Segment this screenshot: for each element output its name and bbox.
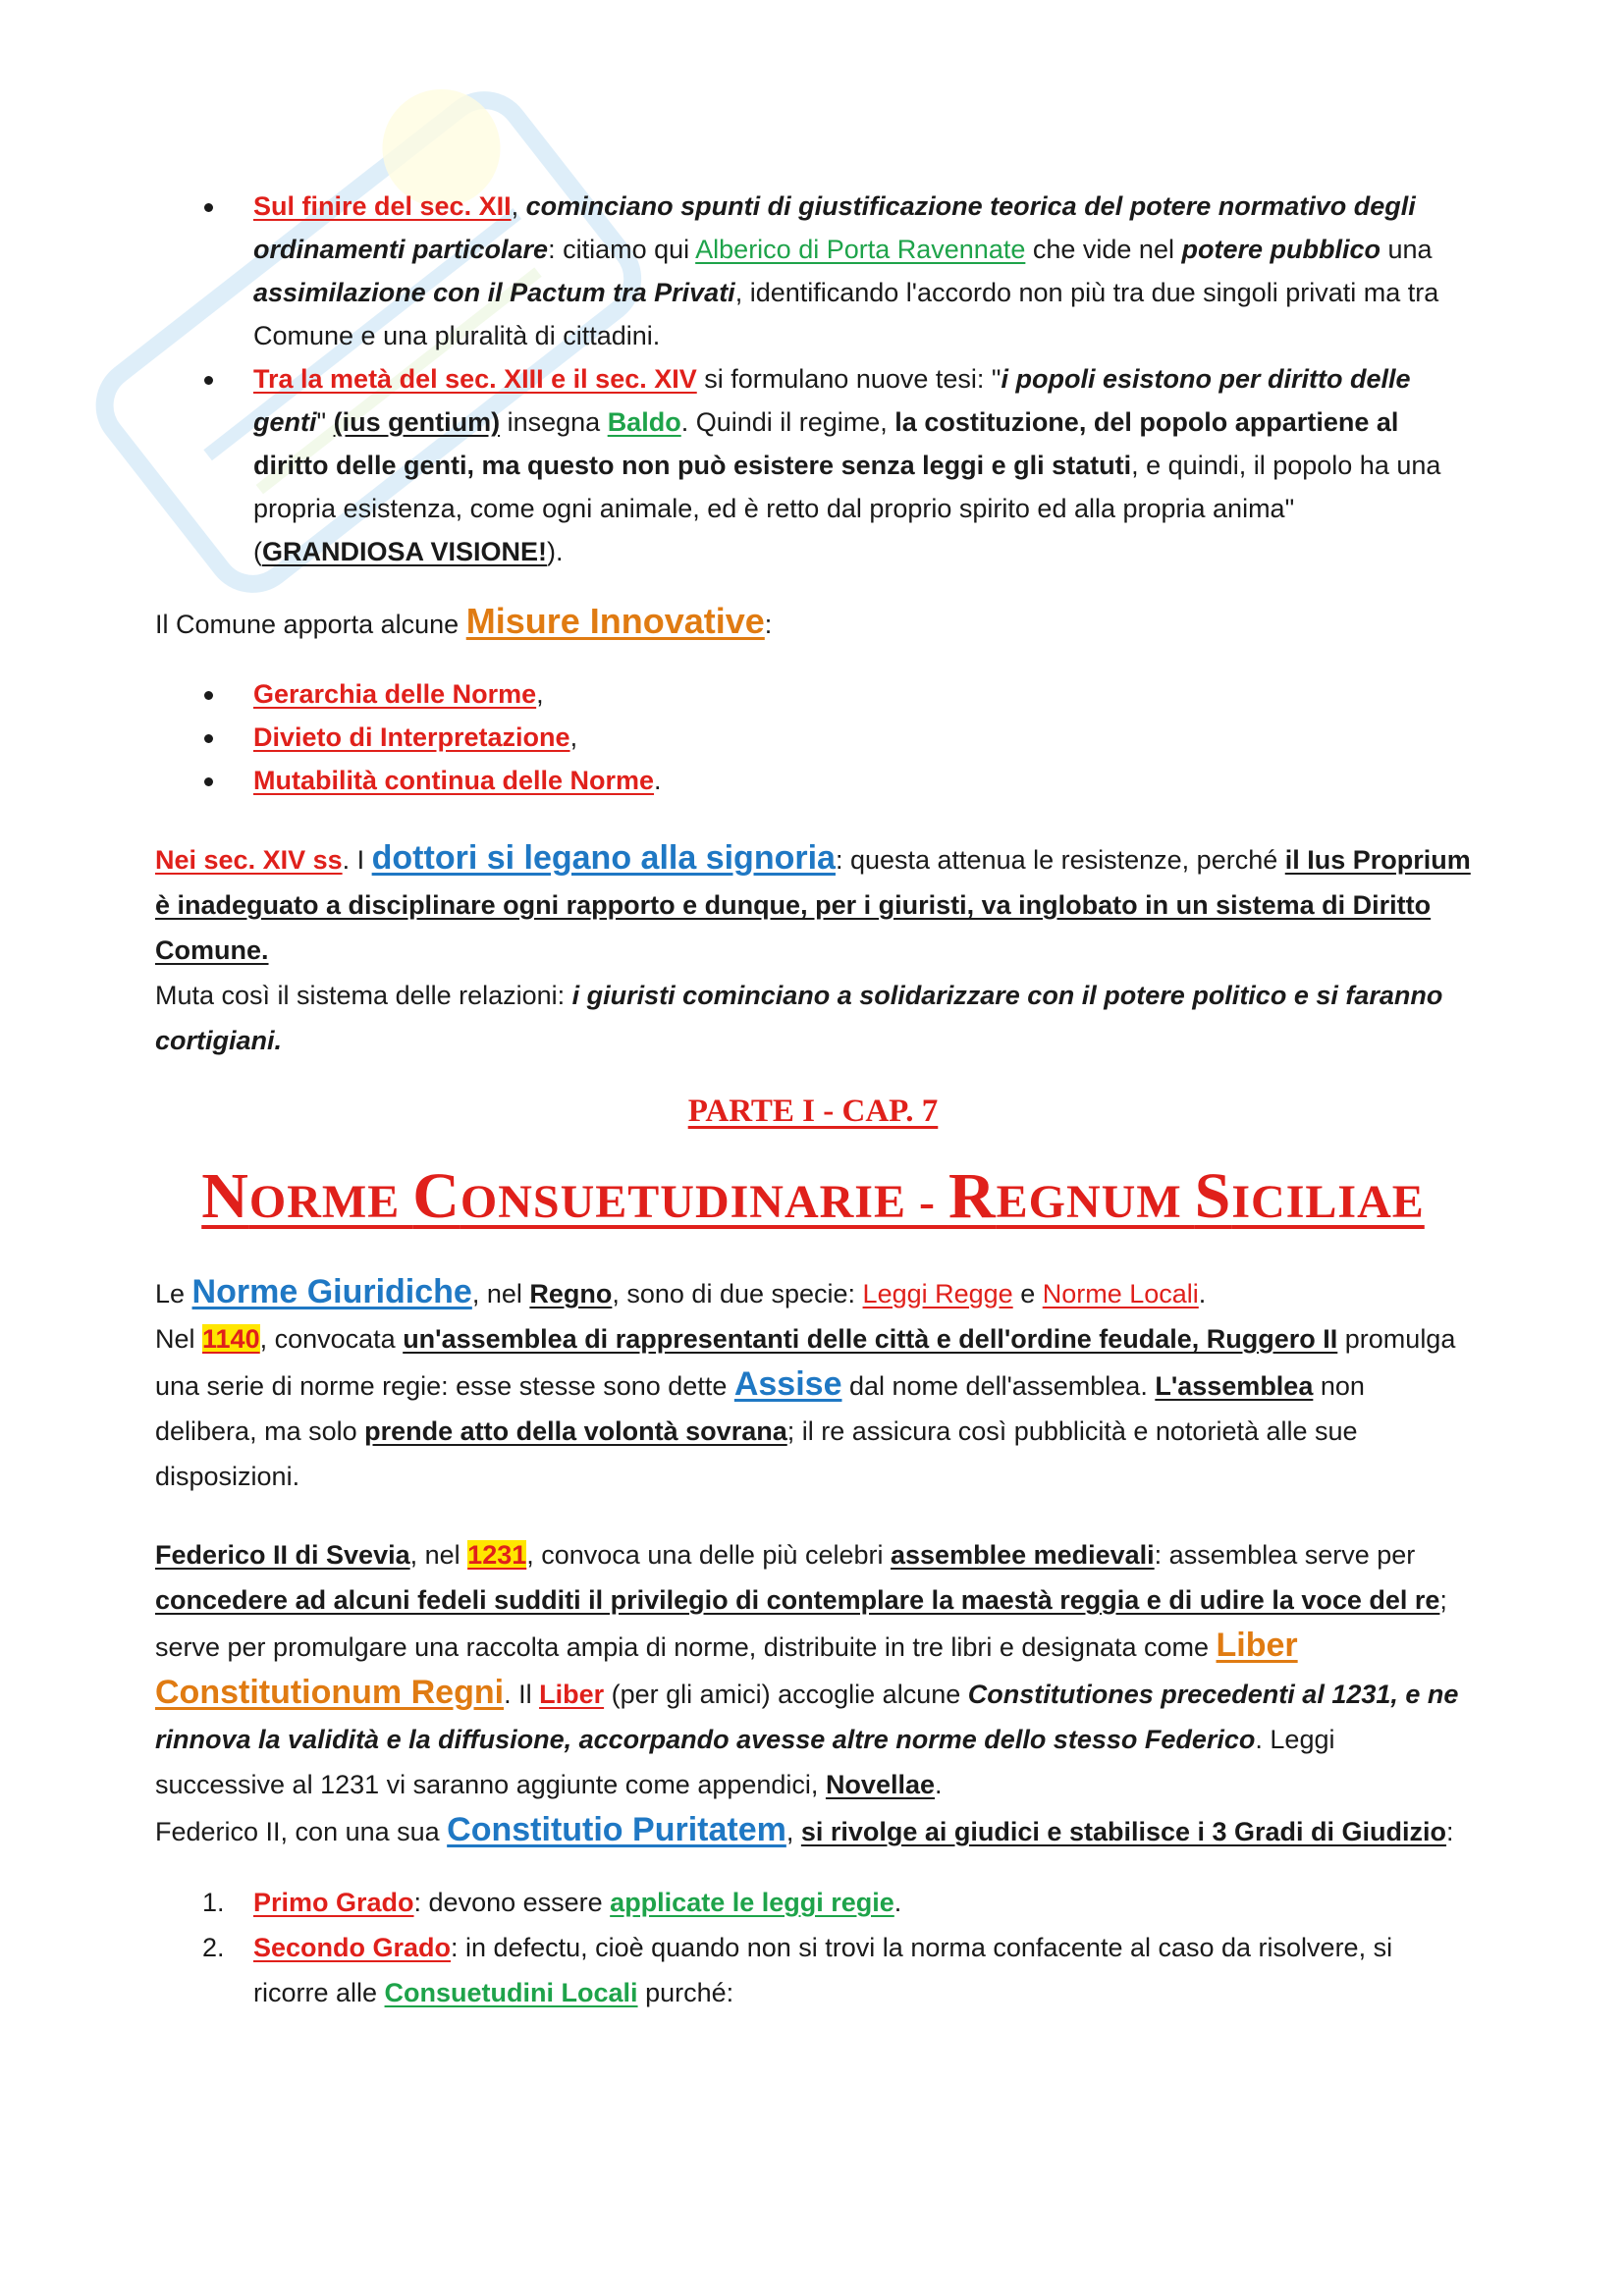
list-item: 1. Primo Grado: devono essere applicate le leggi regie. (202, 1888, 902, 1917)
list-item: Tra la metà del sec. XIII e il sec. XIV si formulano nuove tesi: "i popoli esistono per diritto delle genti" (ius gentium) insegna Baldo. Quindi il regime, la costituzione, del popolo appartiene al diritto delle genti, ma questo non può esistere senza leggi e gli statuti, e quindi, il popolo ha una propria esistenza, come ogni animale, ed è retto dal proprio spirito ed alla propria anima" (GRANDIOSA VISIONE!). (253, 357, 1471, 573)
chapter-title: NORME CONSUETUDINARIE - REGNUM SICILIAE (201, 1160, 1425, 1232)
puritatem-paragraph: Federico II, con una sua Constitutio Puritatem, si rivolge ai giudici e stabilisce i 3 Gradi di Giudizio: (155, 1811, 1454, 1848)
chapter-label: PARTE I - CAP. 7 (687, 1094, 939, 1129)
norme-paragraph: Le Norme Giuridiche, nel Regno, sono di due specie: Leggi Regge e Norme Locali. (155, 1273, 1207, 1310)
list-item: 2. Secondo Grado: in defectu, cioè quando non si trovi la norma confacente al caso da risolvere, si ricorre alle Consuetudini Locali purché: (202, 1933, 1393, 2007)
list-item: Divieto di Interpretazione, (253, 716, 1471, 759)
federico-paragraph: Federico II di Svevia, nel 1231, convoca una delle più celebri assemblee medievali: assemblea serve per concedere ad alcuni fedeli sudditi il privilegio di contemplare la maestà reggia e di udire la voce del re; serve per promulgare una raccolta ampia di norme, distribuite in tre libri e designata come Liber Constitutionum Regni. Il Liber (per gli amici) accoglie alcune Constitutiones precedenti al 1231, e ne rinnova la validità e la diffusione, accorpando avesse altre norme dello stesso Federico. Leggi successive al 1231 vi saranno aggiunte come appendici, Novellae. (155, 1540, 1459, 1799)
comune-paragraph: Il Comune apporta alcune Misure Innovative: (155, 601, 773, 641)
signoria-paragraph: Nei sec. XIV ss. I dottori si legano alla signoria: questa attenua le resistenze, perché il Ius Proprium è inadeguato a disciplinare ogni rapporto e dunque, per i giuristi, va inglobato in un sistema di Diritto Comune. (155, 839, 1471, 965)
assise-paragraph: Nel 1140, convocata un'assemblea di rappresentanti delle città e dell'ordine feudale, Ruggero II promulga una serie di norme regie: esse stesse sono dette Assise dal nome dell'assemblea. L'assemblea non delibera, ma solo prende atto della volontà sovrana; il re assicura così pubblicità e notorietà alle sue disposizioni. (155, 1324, 1456, 1491)
misure-list (155, 672, 1471, 802)
list-item: Mutabilità continua delle Norme. (253, 759, 1471, 802)
page-content (155, 185, 1471, 2015)
list-item: Gerarchia delle Norme, (253, 672, 1471, 716)
intro-bullet-list (155, 185, 1471, 573)
gradi-list (155, 1880, 1471, 2015)
list-item: Sul finire del sec. XII, cominciano spunti di giustificazione teorica del potere normativo degli ordinamenti particolare: citiamo qui Alberico di Porta Ravennate che vide nel potere pubblico una assimilazione con il Pactum tra Privati, identificando l'accordo non più tra due singoli privati ma tra Comune e una pluralità di cittadini. (253, 185, 1471, 357)
relazioni-paragraph: Muta così il sistema delle relazioni: i giuristi cominciano a solidarizzare con il potere politico e si faranno cortigiani. (155, 981, 1443, 1055)
